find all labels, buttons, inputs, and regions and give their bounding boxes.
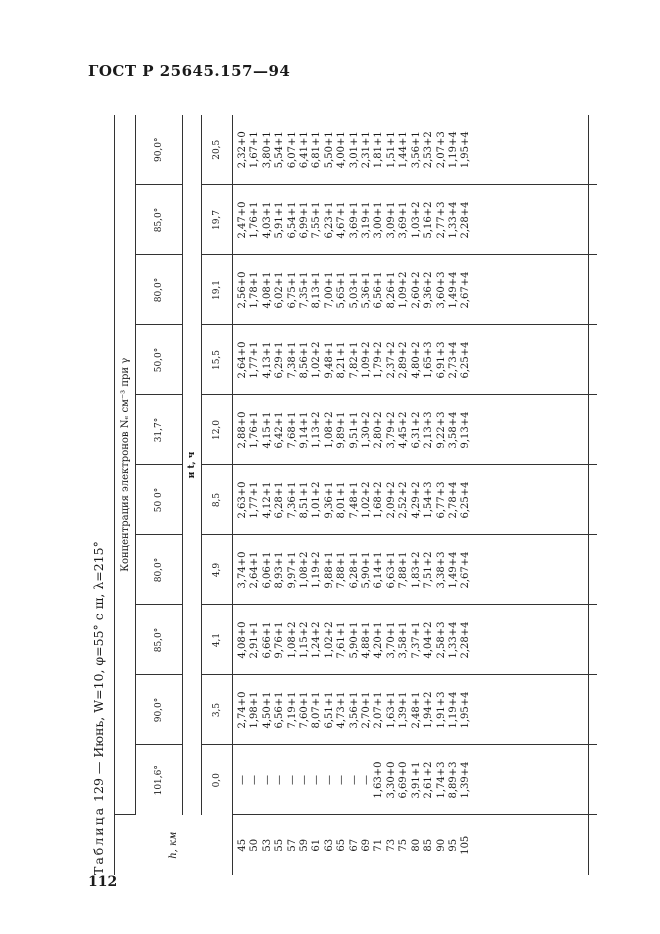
concentration-value: 5,54+1 [274, 131, 286, 169]
concentration-value: 1,83+2 [410, 551, 422, 589]
concentration-value: 4,13+1 [261, 341, 273, 379]
concentration-value: 6,14+1 [373, 551, 385, 589]
concentration-value: 4,73+1 [336, 691, 348, 729]
height-value: 71 [373, 838, 385, 852]
concentration-value: 5,65+1 [336, 271, 348, 309]
concentration-value: 1,02+2 [311, 341, 323, 379]
gamma-header-cell: 50,0° [136, 325, 183, 395]
table-bottom-rule [588, 115, 589, 875]
concentration-value: 8,51+1 [299, 481, 311, 519]
height-value: 53 [261, 838, 273, 852]
concentration-value: 9,36+2 [423, 271, 435, 309]
height-value: 75 [398, 838, 410, 852]
concentration-value: 9,14+1 [299, 411, 311, 449]
time-header-cell: 3,5 [202, 675, 233, 745]
concentration-value: 4,12+1 [261, 481, 273, 519]
concentration-value: 1,01+2 [311, 481, 323, 519]
concentration-value: — [311, 775, 323, 785]
concentration-value: 1,65+3 [423, 341, 435, 379]
rotated-table-block [88, 115, 600, 875]
concentration-value: 5,50+1 [323, 131, 335, 169]
concentration-column [233, 535, 598, 605]
concentration-value: 9,51+1 [348, 411, 360, 449]
concentration-value: 1,19+4 [447, 131, 459, 169]
height-value: 61 [311, 838, 323, 852]
concentration-value: 1,95+4 [460, 131, 472, 169]
concentration-value: 1,81+1 [373, 131, 385, 169]
concentration-column [233, 605, 598, 675]
concentration-value: 1,15+2 [299, 621, 311, 659]
concentration-value: 2,91+1 [249, 621, 261, 659]
concentration-value: 6,56+1 [373, 271, 385, 309]
concentration-value: 6,54+1 [286, 201, 298, 239]
height-value: 50 [249, 838, 261, 852]
concentration-value: 4,88+1 [361, 621, 373, 659]
time-header-cell: 19,7 [202, 185, 233, 255]
concentration-value: 1,76+1 [249, 411, 261, 449]
concentration-value: 1,08+2 [286, 621, 298, 659]
concentration-value: 2,32+0 [237, 131, 248, 169]
height-value: 55 [274, 838, 286, 852]
concentration-column [233, 395, 598, 465]
height-value: 85 [423, 838, 435, 852]
concentration-value: 3,01+1 [348, 131, 360, 169]
concentration-value: 4,15+1 [261, 411, 273, 449]
concentration-value: 1,39+1 [398, 691, 410, 729]
concentration-value: 1,91+3 [435, 691, 447, 729]
concentration-value: 3,80+1 [261, 131, 273, 169]
gamma-header-row [136, 115, 183, 875]
concentration-value: 6,28+1 [274, 481, 286, 519]
gamma-header-cell: 90,0° [136, 115, 183, 185]
concentration-value: 1,24+2 [311, 621, 323, 659]
concentration-value: 9,13+4 [460, 411, 472, 449]
concentration-value: 6,66+1 [261, 621, 273, 659]
caption-text: — Июнь, W=10, φ=55° с ш, λ=215° [91, 541, 106, 775]
concentration-value: 3,00+1 [373, 201, 385, 239]
concentration-column [233, 325, 598, 395]
concentration-value: 2,77+3 [435, 201, 447, 239]
concentration-value: 4,08+1 [261, 271, 273, 309]
concentration-value: 1,13+2 [311, 411, 323, 449]
concentration-value: 4,29+2 [410, 481, 422, 519]
height-value: 45 [237, 838, 248, 852]
concentration-value: 2,61+2 [423, 761, 435, 799]
concentration-value: 4,45+2 [398, 411, 410, 449]
concentration-value: 9,88+1 [323, 551, 335, 589]
concentration-value: 4,08+0 [237, 621, 248, 659]
concentration-value: 7,88+1 [336, 551, 348, 589]
height-value: 95 [447, 838, 459, 852]
time-header-cell: 4,9 [202, 535, 233, 605]
gamma-header-cell: 50 0° [136, 465, 183, 535]
concentration-value: 1,63+1 [385, 691, 397, 729]
concentration-value: — [261, 775, 273, 785]
concentration-value: 8,21+1 [336, 341, 348, 379]
concentration-value: 3,74+0 [237, 551, 248, 589]
time-header-cell: 19,1 [202, 255, 233, 325]
concentration-value: 9,22+3 [435, 411, 447, 449]
concentration-value: 6,63+1 [385, 551, 397, 589]
concentration-value: 2,07+3 [435, 131, 447, 169]
concentration-value: 3,30+0 [385, 761, 397, 799]
time-header-cell: 15,5 [202, 325, 233, 395]
concentration-value: 5,90+1 [361, 551, 373, 589]
concentration-value: — [299, 775, 311, 785]
group-header: Концентрация электронов Nₑ см⁻³ при γ [115, 115, 136, 815]
concentration-value: 2,74+0 [237, 691, 248, 729]
electron-concentration-table [114, 115, 597, 875]
concentration-value: 3,91+1 [410, 761, 422, 799]
concentration-value: 6,31+2 [410, 411, 422, 449]
concentration-value: 6,23+1 [323, 201, 335, 239]
concentration-value: 2,09+2 [385, 481, 397, 519]
gamma-header-cell: 31,7° [136, 395, 183, 465]
caption-prefix: Таблица [91, 805, 106, 875]
concentration-value: 7,68+1 [286, 411, 298, 449]
height-value: 57 [286, 838, 298, 852]
concentration-value: 6,41+1 [299, 131, 311, 169]
concentration-value: 1,02+2 [323, 621, 335, 659]
concentration-value: 8,56+1 [299, 341, 311, 379]
table-caption [88, 115, 110, 875]
concentration-value: 7,88+1 [398, 551, 410, 589]
concentration-value: 4,03+1 [261, 201, 273, 239]
concentration-value: 6,07+1 [286, 131, 298, 169]
concentration-value: 6,99+1 [299, 201, 311, 239]
concentration-value: 9,48+1 [323, 341, 335, 379]
concentration-value: 6,51+1 [323, 691, 335, 729]
concentration-value: 2,63+0 [237, 481, 248, 519]
concentration-value: 3,70+1 [385, 621, 397, 659]
concentration-value: 5,91+1 [274, 201, 286, 239]
concentration-value: 1,54+3 [423, 481, 435, 519]
concentration-value: 6,29+1 [274, 341, 286, 379]
concentration-column [233, 675, 598, 745]
concentration-value: 2,67+4 [460, 271, 472, 309]
concentration-value: 1,79+2 [373, 341, 385, 379]
concentration-value: 7,55+1 [311, 201, 323, 239]
concentration-value: 5,90+1 [348, 621, 360, 659]
concentration-value: 1,09+2 [361, 341, 373, 379]
concentration-value: 8,89+3 [447, 761, 459, 799]
concentration-value: 2,13+3 [423, 411, 435, 449]
concentration-value: 6,28+1 [348, 551, 360, 589]
height-value: 105 [460, 835, 472, 855]
concentration-value: 5,16+2 [423, 201, 435, 239]
height-value: 63 [323, 838, 335, 852]
gamma-header-cell: 80,0° [136, 535, 183, 605]
concentration-column [233, 185, 598, 255]
concentration-value: 1,03+2 [410, 201, 422, 239]
concentration-value: 9,97+1 [286, 551, 298, 589]
concentration-value: 6,56+1 [274, 691, 286, 729]
concentration-value: 1,49+4 [447, 271, 459, 309]
concentration-value: 6,91+3 [435, 341, 447, 379]
concentration-value: 7,60+1 [299, 691, 311, 729]
concentration-value: 1,74+3 [435, 761, 447, 799]
concentration-value: 4,04+2 [423, 621, 435, 659]
concentration-value: 6,06+1 [261, 551, 273, 589]
concentration-value: 7,35+1 [299, 271, 311, 309]
concentration-value: 1,77+1 [249, 481, 261, 519]
concentration-value: 5,36+1 [361, 271, 373, 309]
concentration-value: 3,58+4 [447, 411, 459, 449]
time-header-cell: 4,1 [202, 605, 233, 675]
concentration-value: 7,48+1 [348, 481, 360, 519]
concentration-value: 3,09+1 [385, 201, 397, 239]
concentration-value: 4,80+2 [410, 341, 422, 379]
concentration-value: 6,81+1 [311, 131, 323, 169]
concentration-value: 1,94+2 [423, 691, 435, 729]
concentration-value: 9,76+1 [274, 621, 286, 659]
concentration-value: — [286, 775, 298, 785]
concentration-column [233, 465, 598, 535]
concentration-value: 2,53+2 [423, 131, 435, 169]
concentration-value: 7,19+1 [286, 691, 298, 729]
height-value: 59 [299, 838, 311, 852]
concentration-value: 1,51+1 [385, 131, 397, 169]
gamma-header-cell: 85,0° [136, 185, 183, 255]
concentration-value: — [361, 775, 373, 785]
concentration-value: 2,64+1 [249, 551, 261, 589]
concentration-value: 8,26+1 [385, 271, 397, 309]
concentration-value: 8,07+1 [311, 691, 323, 729]
concentration-value: — [323, 775, 335, 785]
concentration-value: 6,69+0 [398, 761, 410, 799]
concentration-value: 3,69+1 [398, 201, 410, 239]
concentration-value: — [249, 775, 261, 785]
concentration-value: 7,38+1 [286, 341, 298, 379]
height-value: 69 [361, 838, 373, 852]
concentration-value: 2,80+2 [373, 411, 385, 449]
concentration-value: 6,25+4 [460, 341, 472, 379]
concentration-value: 4,00+1 [336, 131, 348, 169]
concentration-value: 3,19+1 [361, 201, 373, 239]
time-header-row [202, 115, 233, 875]
concentration-value: 1,30+2 [361, 411, 373, 449]
height-value: 73 [385, 838, 397, 852]
concentration-value: 1,33+4 [447, 621, 459, 659]
concentration-value: 2,88+0 [237, 411, 248, 449]
gamma-header-cell: 90,0° [136, 675, 183, 745]
height-column [233, 815, 598, 875]
concentration-value: 1,33+4 [447, 201, 459, 239]
concentration-value: — [336, 775, 348, 785]
concentration-value: 9,36+1 [323, 481, 335, 519]
concentration-value: 2,37+2 [385, 341, 397, 379]
concentration-value: 6,25+4 [460, 481, 472, 519]
concentration-value: 7,37+1 [410, 621, 422, 659]
concentration-value: 6,75+1 [286, 271, 298, 309]
concentration-value: 6,77+3 [435, 481, 447, 519]
concentration-value: 7,00+1 [323, 271, 335, 309]
height-value: 90 [435, 838, 447, 852]
height-value: 65 [336, 838, 348, 852]
concentration-value: 7,82+1 [348, 341, 360, 379]
time-header-cell: 0,0 [202, 745, 233, 815]
time-header-cell: 20,5 [202, 115, 233, 185]
concentration-value: 3,56+1 [410, 131, 422, 169]
document-header: ГОСТ Р 25645.157—94 [88, 62, 291, 80]
concentration-value: 1,02+2 [361, 481, 373, 519]
concentration-value: 1,95+4 [460, 691, 472, 729]
concentration-value: 7,61+1 [336, 621, 348, 659]
concentration-value: 8,13+1 [311, 271, 323, 309]
concentration-value: 4,20+1 [373, 621, 385, 659]
concentration-value: 8,01+1 [336, 481, 348, 519]
concentration-value: 9,89+1 [336, 411, 348, 449]
time-header-cell: 12,0 [202, 395, 233, 465]
concentration-value: 7,51+2 [423, 551, 435, 589]
caption-number: 129 [91, 778, 106, 802]
concentration-column [233, 745, 598, 815]
time-header-cell: 8,5 [202, 465, 233, 535]
concentration-column [233, 115, 598, 185]
concentration-value: 3,69+1 [348, 201, 360, 239]
concentration-value: 2,48+1 [410, 691, 422, 729]
concentration-value: 1,98+1 [249, 691, 261, 729]
concentration-value: 2,28+4 [460, 621, 472, 659]
concentration-value: 1,63+0 [373, 761, 385, 799]
concentration-value: 8,93+1 [274, 551, 286, 589]
concentration-value: 2,73+4 [447, 341, 459, 379]
concentration-value: 1,08+2 [299, 551, 311, 589]
concentration-value: 1,78+1 [249, 271, 261, 309]
concentration-value: 1,19+4 [447, 691, 459, 729]
concentration-value: — [348, 775, 360, 785]
concentration-value: 2,52+2 [398, 481, 410, 519]
concentration-value: 5,03+1 [348, 271, 360, 309]
concentration-value: 1,49+4 [447, 551, 459, 589]
concentration-value: 2,28+4 [460, 201, 472, 239]
concentration-value: 1,09+2 [398, 271, 410, 309]
concentration-value: 1,08+2 [323, 411, 335, 449]
concentration-value: 2,67+4 [460, 551, 472, 589]
concentration-value: 2,64+0 [237, 341, 248, 379]
concentration-value: 1,39+4 [460, 761, 472, 799]
concentration-value: — [237, 775, 248, 785]
gamma-header-cell: 101,6° [136, 745, 183, 815]
concentration-value: 3,38+3 [435, 551, 447, 589]
concentration-value: 2,07+1 [373, 691, 385, 729]
concentration-value: 4,67+1 [336, 201, 348, 239]
concentration-value: 3,58+1 [398, 621, 410, 659]
height-value: 67 [348, 838, 360, 852]
gamma-header-cell: 80,0° [136, 255, 183, 325]
concentration-value: 2,31+1 [361, 131, 373, 169]
concentration-value: 1,67+1 [249, 131, 261, 169]
concentration-value: 1,44+1 [398, 131, 410, 169]
gamma-header-cell: 85,0° [136, 605, 183, 675]
table-body-row [233, 115, 598, 875]
concentration-value: — [274, 775, 286, 785]
concentration-value: 3,79+2 [385, 411, 397, 449]
concentration-value: 1,68+2 [373, 481, 385, 519]
concentration-value: 2,60+2 [410, 271, 422, 309]
height-header: h, км [115, 815, 233, 875]
concentration-column [233, 255, 598, 325]
concentration-value: 2,70+1 [361, 691, 373, 729]
concentration-value: 6,02+1 [274, 271, 286, 309]
concentration-value: 7,36+1 [286, 481, 298, 519]
concentration-value: 2,56+0 [237, 271, 248, 309]
concentration-value: 1,19+2 [311, 551, 323, 589]
concentration-value: 2,58+3 [435, 621, 447, 659]
concentration-value: 3,56+1 [348, 691, 360, 729]
concentration-value: 4,50+1 [261, 691, 273, 729]
concentration-value: 1,76+1 [249, 201, 261, 239]
concentration-value: 2,47+0 [237, 201, 248, 239]
concentration-value: 2,78+4 [447, 481, 459, 519]
height-value: 80 [410, 838, 422, 852]
time-label: и t, ч [183, 115, 202, 815]
page-number: 112 [88, 874, 118, 890]
concentration-value: 6,42+1 [274, 411, 286, 449]
concentration-value: 3,60+3 [435, 271, 447, 309]
concentration-value: 2,89+2 [398, 341, 410, 379]
concentration-value: 1,77+1 [249, 341, 261, 379]
